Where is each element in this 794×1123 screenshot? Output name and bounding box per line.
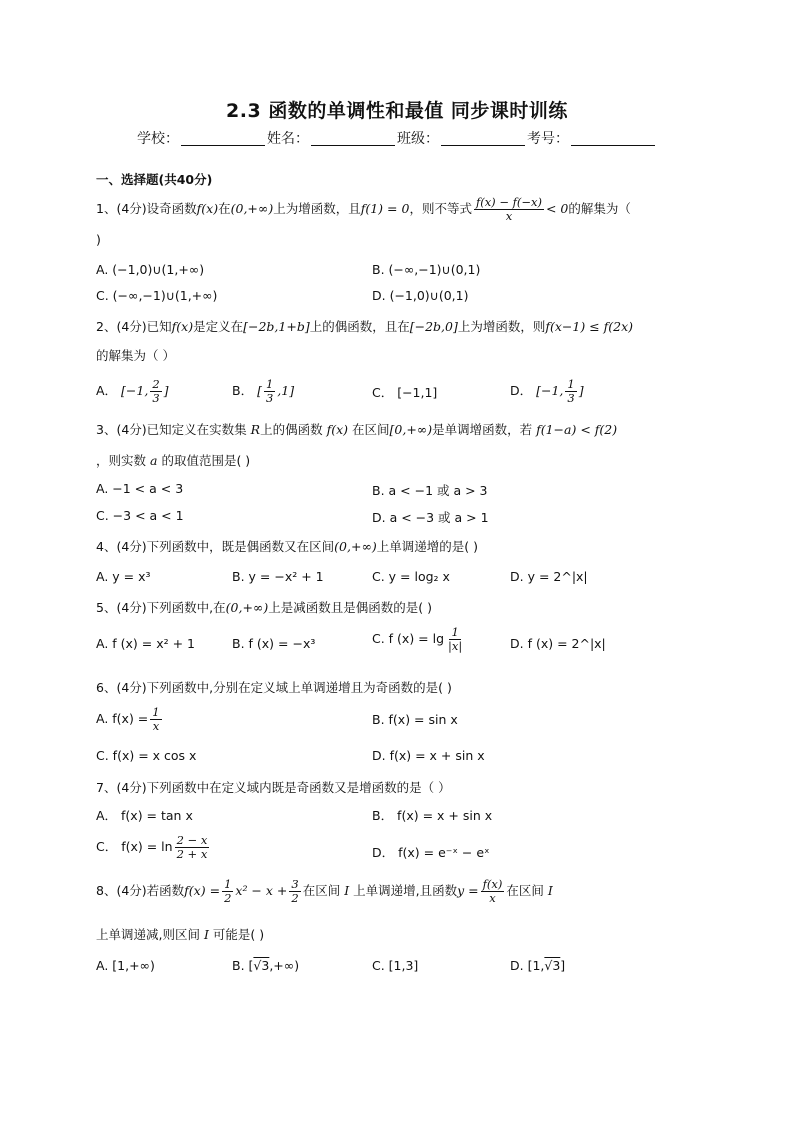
- q1-frac-num: f(x) − f(−x): [475, 195, 542, 209]
- q8-option-d[interactable]: [510, 958, 565, 973]
- student-info-line: [0, 128, 794, 148]
- q8-frac-2: [289, 878, 300, 905]
- class-blank[interactable]: [441, 131, 525, 146]
- question-1-line2: ): [96, 232, 101, 247]
- q8-d-b: ]: [560, 958, 566, 973]
- q7-c-den: 2 + x: [176, 847, 208, 861]
- q3-cond: f(1−a) < f(2): [536, 422, 618, 437]
- q5-option-a[interactable]: A. f (x) = x² + 1: [96, 636, 196, 651]
- question-3-line2: [96, 451, 250, 469]
- question-5-stem: [96, 598, 432, 616]
- q1-option-b[interactable]: B. (−∞,−1)∪(0,1): [372, 262, 481, 277]
- q6-a-pre: A. f(x) =: [96, 711, 149, 726]
- q1-option-a[interactable]: A. (−1,0)∪(1,+∞): [96, 262, 205, 277]
- q8-frac-3: [481, 878, 505, 905]
- school-blank[interactable]: [181, 131, 265, 146]
- q7-option-d[interactable]: D． f(x) = e⁻ˣ − eˣ: [372, 845, 490, 860]
- q6-option-c[interactable]: C. f(x) = x cos x: [96, 748, 197, 763]
- q8-prefix: 8、(4分)若函数: [96, 883, 185, 898]
- q7-c-frac: [175, 834, 210, 861]
- q5-c-frac: [446, 626, 464, 653]
- q6-option-d[interactable]: D. f(x) = x + sin x: [372, 748, 485, 763]
- q1-lt0: < 0: [545, 201, 569, 216]
- q2-d-pre: D．: [510, 383, 533, 398]
- q1-option-d[interactable]: D. (−1,0)∪(0,1): [372, 288, 469, 303]
- q3-fx: f(x): [326, 422, 349, 437]
- q4-option-a[interactable]: A. y = x³: [96, 569, 151, 584]
- q3-prefix: 3、(4分)已知定义在实数集: [96, 422, 247, 437]
- q8-d3: x: [489, 891, 496, 905]
- question-8-stem: [96, 878, 553, 905]
- q3-r: R: [250, 422, 261, 437]
- q2-a-frac: [150, 378, 161, 405]
- q5-c-den: |x|: [448, 639, 463, 653]
- q7-option-c[interactable]: [96, 834, 211, 861]
- question-1-stem: [96, 196, 631, 223]
- q6-a-den: x: [152, 719, 160, 733]
- q1-cond: f(1) = 0: [360, 201, 410, 216]
- q8-frac-1: [222, 878, 233, 905]
- q7-option-b[interactable]: B． f(x) = x + sin x: [372, 808, 493, 823]
- q2-a-a: [−1,: [121, 383, 149, 398]
- q7-c-pre: C． f(x) = ln: [96, 839, 173, 854]
- q8-option-b[interactable]: [232, 958, 299, 973]
- q1-inc: 上为增函数，且: [273, 201, 361, 216]
- q4-option-d[interactable]: D. y = 2^|x|: [510, 569, 588, 584]
- question-3-stem: [96, 420, 617, 438]
- q8-y-pre: y =: [457, 883, 479, 898]
- q3-line2-post: 的取值范围是( ): [161, 453, 251, 468]
- q3-mid1: 上的偶函数: [260, 422, 323, 437]
- q2-mid2: 上的偶函数，且在: [309, 319, 410, 334]
- question-8-line2: [96, 925, 264, 943]
- name-label: 姓名：: [267, 131, 309, 147]
- school-label: 学校：: [137, 131, 179, 147]
- q2-b-pre: B．: [232, 383, 254, 398]
- exam-no-label: 考号：: [527, 131, 569, 147]
- q7-option-a[interactable]: A． f(x) = tan x: [96, 808, 193, 823]
- q1-tail: 的解集为（: [568, 201, 631, 216]
- q2-domain2: [−2b,0]: [409, 319, 458, 334]
- q7-c-num: 2 − x: [176, 833, 208, 847]
- q2-a-pre: A．: [96, 383, 118, 398]
- q8-d1: 2: [224, 891, 232, 905]
- q2-b-b: ,1]: [277, 383, 295, 398]
- q5-c-pre: C. f (x) = lg: [372, 631, 445, 646]
- q4-option-b[interactable]: B. y = −x² + 1: [232, 569, 324, 584]
- q2-option-d[interactable]: [510, 378, 584, 405]
- q8-option-c[interactable]: C. [1,3]: [372, 958, 419, 973]
- question-6-stem: 6、(4分)下列函数中,分别在定义域上单调递增且为奇函数的是( ): [96, 680, 452, 695]
- q2-domain: [−2b,1+b]: [243, 319, 310, 334]
- question-4-stem: [96, 537, 478, 555]
- q5-prefix: 5、(4分)下列函数中,在: [96, 600, 226, 615]
- q3-option-b[interactable]: B. a < −1 或 a > 3: [372, 483, 488, 498]
- q8-i3: I: [203, 927, 209, 942]
- q8-i: I: [344, 883, 350, 898]
- name-blank[interactable]: [311, 131, 395, 146]
- q8-d-sqrt: √3: [544, 958, 561, 973]
- q2-a-den: 3: [152, 391, 160, 405]
- q4-interval: (0,+∞): [334, 539, 377, 554]
- q8-n3: f(x): [482, 877, 503, 891]
- q2-d-num: 1: [567, 377, 575, 391]
- q8-f-pre: f(x) =: [184, 883, 221, 898]
- q5-option-c[interactable]: [372, 626, 466, 653]
- q5-c-num: 1: [451, 625, 459, 639]
- q2-b-frac: [264, 378, 275, 405]
- question-7-stem: 7、(4分)下列函数中在定义域内既是奇函数又是增函数的是（ ）: [96, 780, 451, 795]
- q3-interval: [0,+∞): [389, 422, 433, 437]
- q3-line2-pre: ，则实数: [96, 453, 147, 468]
- q2-d-a: [−1,: [536, 383, 564, 398]
- q2-option-c[interactable]: C． [−1,1]: [372, 385, 438, 400]
- q2-b-a: [: [257, 383, 262, 398]
- q3-option-a[interactable]: A. −1 < a < 3: [96, 481, 184, 496]
- q1-in: 在: [218, 201, 231, 216]
- question-2-line2: 的解集为（ ）: [96, 348, 175, 363]
- q2-b-den: 3: [265, 391, 274, 405]
- q4-prefix: 4、(4分)下列函数中，既是偶函数又在区间: [96, 539, 335, 554]
- q2-inequality: f(x−1) ≤ f(2x): [545, 319, 634, 334]
- section-heading: 一、选择题(共40分): [96, 172, 213, 187]
- q6-option-b[interactable]: B. f(x) = sin x: [372, 712, 458, 727]
- q6-option-a[interactable]: [96, 706, 164, 733]
- q3-option-c[interactable]: C. −3 < a < 1: [96, 508, 184, 523]
- q8-mid3: 上单调递增,且函数: [353, 883, 458, 898]
- q2-b-num: 1: [265, 377, 274, 391]
- q2-fx: f(x): [171, 319, 194, 334]
- q8-n1: 1: [224, 877, 232, 891]
- q1-fraction: [474, 196, 544, 223]
- q1-interval: (0,+∞): [230, 201, 274, 216]
- q2-prefix: 2、(4分)已知: [96, 319, 172, 334]
- q8-mid4: 在区间: [506, 883, 544, 898]
- q3-option-d[interactable]: D. a < −3 或 a > 1: [372, 510, 489, 525]
- q1-option-c[interactable]: C. (−∞,−1)∪(1,+∞): [96, 288, 218, 303]
- q8-option-a[interactable]: A. [1,+∞): [96, 958, 155, 973]
- q8-b-b: ,+∞): [269, 958, 300, 973]
- q5-option-b[interactable]: B. f (x) = −x³: [232, 636, 316, 651]
- q8-i2: I: [547, 883, 553, 898]
- q8-n2: 3: [291, 877, 299, 891]
- q5-tail: 上是减函数且是偶函数的是( ): [268, 600, 432, 615]
- q2-option-b[interactable]: [232, 378, 294, 405]
- q8-d-a: D. [1,: [510, 958, 545, 973]
- q4-option-c[interactable]: C. y = log₂ x: [372, 569, 450, 584]
- q1-prefix: 1、(4分)设奇函数: [96, 201, 197, 216]
- q1-fx: f(x): [196, 201, 219, 216]
- q2-d-frac: [565, 378, 576, 405]
- q6-a-frac: [150, 706, 161, 733]
- q3-a: a: [150, 453, 158, 468]
- q8-mid: x² − x +: [235, 883, 288, 898]
- q2-option-a[interactable]: [96, 378, 169, 405]
- q2-a-b: ]: [163, 383, 169, 398]
- q2-mid3: 上为增函数，则: [457, 319, 546, 334]
- q8-d2: 2: [291, 891, 299, 905]
- q1-ineq: ，则不等式: [409, 201, 472, 216]
- q2-mid1: 是定义在: [193, 319, 244, 334]
- q1-frac-den: x: [505, 209, 513, 223]
- q3-mid2: 在区间: [352, 422, 390, 437]
- q4-tail: 上单调递增的是( ): [376, 539, 478, 554]
- q2-d-b: ]: [578, 383, 584, 398]
- q3-mid3: 是单调增函数，若: [432, 422, 533, 437]
- q2-d-den: 3: [567, 391, 575, 405]
- q6-a-num: 1: [152, 705, 160, 719]
- page-title: 2.3 函数的单调性和最值 同步课时训练: [226, 100, 568, 122]
- q8-mid2: 在区间: [302, 883, 341, 898]
- q5-interval: (0,+∞): [225, 600, 269, 615]
- q8-line2-post: 可能是( ): [212, 927, 265, 942]
- question-2-stem: [96, 317, 633, 335]
- class-label: 班级：: [397, 131, 439, 147]
- q5-option-d[interactable]: D. f (x) = 2^|x|: [510, 636, 606, 651]
- q8-b-sqrt: √3: [253, 958, 270, 973]
- q2-a-num: 2: [152, 377, 160, 391]
- exam-no-blank[interactable]: [571, 131, 655, 146]
- q8-line2-pre: 上单调递减,则区间: [96, 927, 200, 942]
- q8-b-a: B. [: [232, 958, 254, 973]
